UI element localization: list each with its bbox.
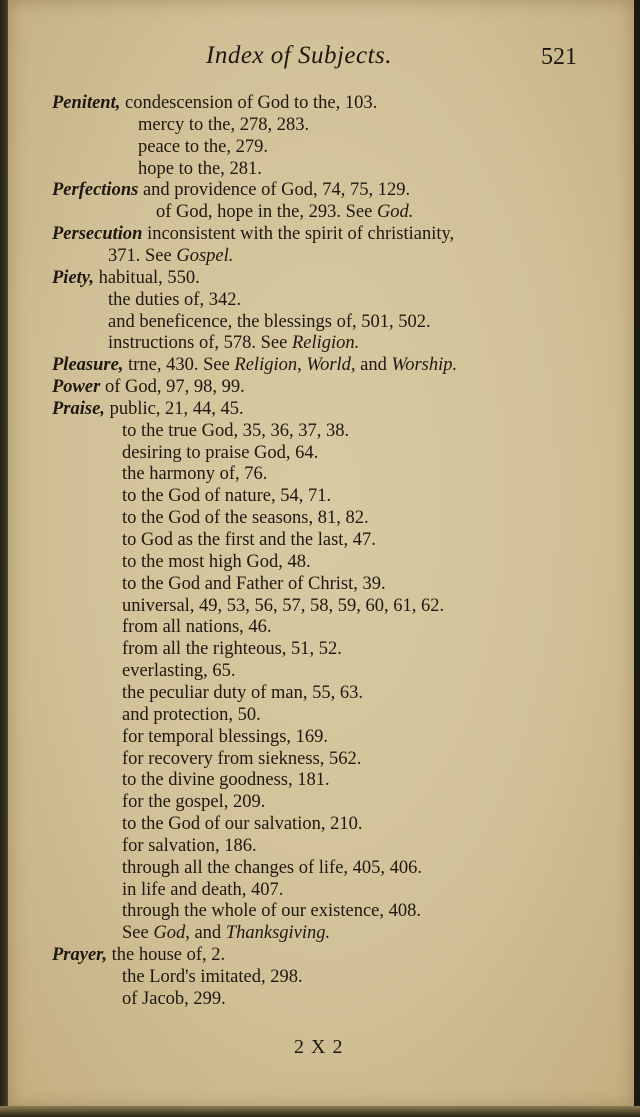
index-text: to the divine goodness, 181. xyxy=(122,770,330,791)
index-term: Penitent, xyxy=(52,93,121,113)
index-text: and xyxy=(189,923,226,944)
index-text: instructions of, 578. See xyxy=(108,333,292,354)
index-entry xyxy=(122,682,363,704)
index-entry xyxy=(122,791,265,813)
index-text: of God, 97, 98, 99. xyxy=(100,377,245,398)
index-term: Perfections xyxy=(52,180,139,201)
index-text: public, 21, 44, 45. xyxy=(104,398,244,419)
index-entry xyxy=(108,332,359,354)
index-text: for salvation, 186. xyxy=(122,835,257,856)
cross-reference: Religion. xyxy=(291,333,360,354)
index-entry xyxy=(122,857,422,879)
index-entry xyxy=(122,835,257,857)
index-entry xyxy=(122,704,261,726)
index-entry xyxy=(122,748,361,770)
index-text: to the God of our salvation, 210. xyxy=(122,814,363,835)
index-text: condescension of God to the, 103. xyxy=(120,93,378,113)
index-text: everlasting, 65. xyxy=(122,661,236,682)
index-entry xyxy=(122,900,421,922)
index-term: Pleasure, xyxy=(52,355,124,376)
index-entry xyxy=(108,289,241,311)
index-text: for the gospel, 209. xyxy=(122,792,266,813)
index-text: for temporal blessings, 169. xyxy=(122,726,329,747)
index-text: for recovery from siekness, 562. xyxy=(122,748,362,769)
index-entry xyxy=(122,420,349,442)
index-entry xyxy=(122,616,272,638)
page-bottom-edge xyxy=(0,1106,640,1117)
index-entry xyxy=(138,136,268,158)
index-entry xyxy=(52,376,245,398)
index-entry xyxy=(122,463,267,485)
index-entry xyxy=(52,944,225,966)
index-entry xyxy=(122,879,283,901)
index-entry xyxy=(122,595,444,617)
index-entry xyxy=(122,966,303,988)
cross-reference: Religion, xyxy=(234,355,302,376)
cross-reference: World, xyxy=(301,355,356,376)
cross-reference: Worship. xyxy=(391,355,458,376)
index-text: See xyxy=(122,923,154,944)
index-entry xyxy=(122,442,318,464)
index-entry xyxy=(108,245,233,267)
index-text: to the most high God, 48. xyxy=(122,551,311,572)
running-head: Index of Subjects. xyxy=(206,42,393,69)
cross-reference: God. xyxy=(376,202,414,223)
book-page xyxy=(8,0,634,1108)
index-text: to the true God, 35, 36, 37, 38. xyxy=(122,420,350,441)
index-text: the Lord's imitated, 298. xyxy=(122,967,303,987)
page-number: 521 xyxy=(541,44,577,70)
index-entry xyxy=(52,267,200,289)
index-text: inconsistent with the spirit of christianity, xyxy=(142,224,455,245)
index-text: mercy to the, 278, 283. xyxy=(138,114,310,135)
index-entry xyxy=(138,114,309,136)
index-entry xyxy=(122,485,331,507)
index-entry xyxy=(122,988,226,1010)
index-entry xyxy=(138,158,262,180)
index-entry xyxy=(52,398,244,420)
index-entry xyxy=(156,201,413,223)
index-term: Piety, xyxy=(52,267,94,288)
cross-reference: Gospel. xyxy=(176,245,234,266)
index-text: and beneficence, the blessings of, 501, 502. xyxy=(108,311,431,332)
index-entry xyxy=(52,223,454,245)
index-text: the harmony of, 76. xyxy=(122,464,268,485)
index-term: Prayer, xyxy=(52,945,107,966)
index-text: and protection, 50. xyxy=(122,704,261,725)
index-entry xyxy=(122,813,362,835)
index-entry xyxy=(52,354,457,376)
index-entry xyxy=(122,507,369,529)
index-text: and xyxy=(355,355,392,376)
index-entry xyxy=(122,529,376,551)
index-text: trne, 430. See xyxy=(123,355,235,376)
index-entry xyxy=(122,660,236,682)
index-text: to the God of nature, 54, 71. xyxy=(122,486,332,507)
index-text: from all the righteous, 51, 52. xyxy=(122,639,342,660)
cross-reference: Thanksgiving. xyxy=(225,923,331,944)
index-text: from all nations, 46. xyxy=(122,617,272,638)
index-text: through all the changes of life, 405, 406. xyxy=(122,857,423,878)
cross-reference: God, xyxy=(153,923,190,944)
index-term: Power xyxy=(52,377,101,398)
index-text: the duties of, 342. xyxy=(108,289,242,310)
index-entry xyxy=(122,638,342,660)
index-entry xyxy=(122,769,330,791)
index-entry xyxy=(52,179,410,201)
index-text: and providence of God, 74, 75, 129. xyxy=(138,180,411,201)
index-entry xyxy=(122,551,311,573)
index-entry xyxy=(122,922,330,944)
index-text: habitual, 550. xyxy=(93,267,200,288)
index-text: universal, 49, 53, 56, 57, 58, 59, 60, 61, 62. xyxy=(122,595,445,616)
index-text: to God as the first and the last, 47. xyxy=(122,530,376,550)
index-term: Persecution xyxy=(52,224,143,245)
index-text: in life and death, 407. xyxy=(122,879,284,900)
index-entry xyxy=(108,311,431,333)
index-text: desiring to praise God, 64. xyxy=(122,442,319,463)
printer-signature: 2 X 2 xyxy=(294,1036,344,1058)
index-text: through the whole of our existence, 408. xyxy=(122,901,422,922)
index-text: of God, hope in the, 293. See xyxy=(156,202,377,223)
index-entry xyxy=(122,573,386,595)
index-entry xyxy=(52,92,377,114)
index-entry xyxy=(122,726,328,748)
index-text: peace to the, 279. xyxy=(138,136,268,157)
index-text: the house of, 2. xyxy=(106,945,226,966)
index-text: to the God of the seasons, 81, 82. xyxy=(122,508,369,529)
index-term: Praise, xyxy=(52,398,105,419)
index-text: hope to the, 281. xyxy=(138,158,262,179)
index-text: of Jacob, 299. xyxy=(122,988,226,1009)
index-text: the peculiar duty of man, 55, 63. xyxy=(122,682,363,703)
index-text: 371. See xyxy=(108,245,177,266)
index-text: to the God and Father of Christ, 39. xyxy=(122,573,386,594)
